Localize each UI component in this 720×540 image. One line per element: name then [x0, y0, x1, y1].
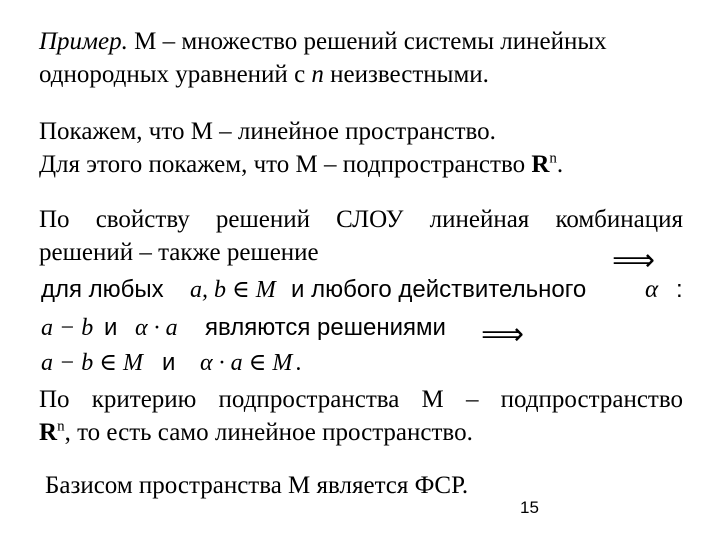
slide-number: 15: [520, 498, 539, 517]
show-line-1: Покажем, что М – линейное пространство.: [39, 118, 496, 145]
example-text-2b: неизвестными.: [323, 61, 489, 88]
formula-line-2-and: и: [104, 314, 118, 341]
example-line-2: [39, 60, 489, 90]
example-label: Пример.: [39, 28, 128, 55]
formula-line-1-text-b: и любого действительного: [291, 276, 587, 303]
superscript-n: n: [549, 150, 557, 167]
formula-line-1-text-a: для любых: [41, 276, 164, 303]
example-text-2a: однородных уравнений с: [39, 61, 312, 88]
property-line-1: По свойству решений СЛОУ линейная комбинация: [39, 206, 683, 233]
real-space-R: R: [531, 151, 550, 178]
show-line-2: [39, 150, 563, 180]
variable-n: n: [311, 61, 324, 88]
formula-line-3-math-b: α · a ∈ M: [200, 350, 293, 376]
example-line-1: [39, 27, 607, 57]
property-line-2: решений – также решение: [39, 239, 319, 266]
implies-arrow-icon: ⟹: [481, 317, 525, 352]
criterion-line-2: [39, 418, 473, 448]
formula-line-3-math-a: a − b ∈ M: [41, 350, 143, 376]
formula-line-2-math-b: α · a: [135, 315, 178, 341]
formula-line-1-math-a: a, b ∈ M: [190, 277, 276, 303]
formula-line-3-period: .: [296, 350, 302, 376]
formula-line-3-and: и: [162, 349, 176, 376]
show-period: .: [556, 151, 564, 178]
criterion-text-2: , то есть само линейное пространство.: [64, 419, 473, 446]
show-text-2: Для этого покажем, что М – подпространство: [39, 151, 532, 178]
example-text-1: М – множество решений системы линейных: [127, 28, 607, 55]
formula-line-2-text: являются решениями: [205, 314, 446, 341]
basis-line: Базисом пространства М является ФСР.: [45, 472, 469, 499]
formula-line-1-colon: :: [676, 276, 683, 303]
formula-line-1-alpha: α: [645, 276, 659, 303]
formula-line-2-math-a: a − b: [41, 315, 94, 341]
real-space-R: R: [39, 419, 58, 446]
implies-arrow-icon: ⟹: [612, 243, 656, 278]
criterion-line-1: По критерию подпространства М – подпространство: [39, 386, 683, 413]
superscript-n: n: [57, 418, 65, 435]
